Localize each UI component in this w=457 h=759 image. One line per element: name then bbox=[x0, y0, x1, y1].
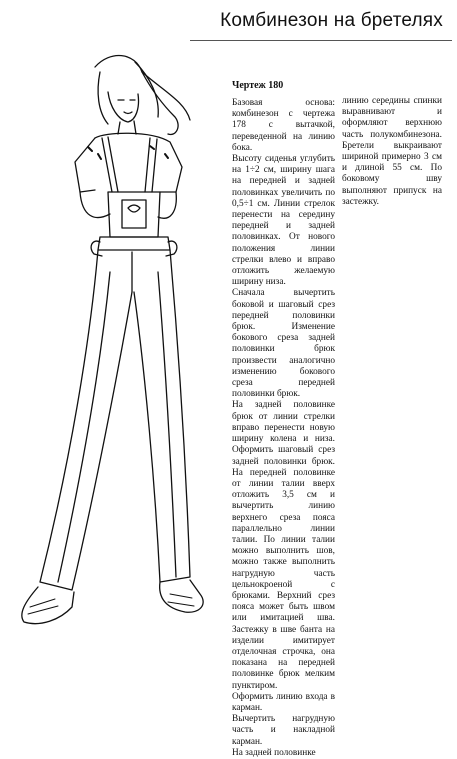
text-column-right bbox=[342, 96, 442, 208]
paragraph: Базовая основа: комбинезон с чертежа 178 с вытачкой, переведенной на линию бока. bbox=[232, 98, 335, 153]
overalls-fashion-illustration bbox=[0, 42, 225, 682]
text-column-left bbox=[232, 98, 335, 759]
drawing-label: Чертеж 180 bbox=[232, 80, 284, 91]
paragraph: Сначала вычертить боковой и шаговый срез передней половинки брюк. Изменение бокового среза задней половинки брюк произвести аналогично изменению бокового среза передней половинки брюк. bbox=[232, 288, 335, 400]
paragraph: Оформить линию входа в карман. bbox=[232, 691, 335, 713]
title-divider bbox=[190, 40, 452, 41]
paragraph: Высоту сиденья углубить на 1÷2 см, ширину шага на передней и задней половинках увеличить по 0,5÷1 см. Линии стрелок перенести на середину передней и задней половинках. От нового положения линии стрелки влево и вправо отложить желаемую ширину низа. bbox=[232, 154, 335, 288]
paragraph: линию середины спинки выравнивают и оформляют верхнюю часть полукомбинезона. Бретели выкраивают шириной примерно 3 см и длиной 55 см. По боковому шву выполняют припуск на застежку. bbox=[342, 96, 442, 207]
paragraph: Вычертить нагрудную часть и накладной карман. bbox=[232, 714, 335, 747]
paragraph: На задней половинке брюк от линии стрелки вправо перенести новую ширину колена и низа. Оформить шаговый срез задней половинки брюк. На передней половинке от линии талии вверх отложить 3,5 см и вычертить линию верхнего среза пояса параллельно линии талии. По линии талии можно выполнить шов, можно также выполнить нагрудную часть цельнокроеной с брюками. Верхний срез пояса может быть швом или имитацией шва. Застежку в шве банта на изделии имитирует отделочная строчка, она показана на передней половинке брюк мелким пунктиром. bbox=[232, 400, 335, 691]
page-title: Комбинезон на бретелях bbox=[220, 10, 443, 31]
paragraph: На задней половинке bbox=[232, 747, 316, 758]
